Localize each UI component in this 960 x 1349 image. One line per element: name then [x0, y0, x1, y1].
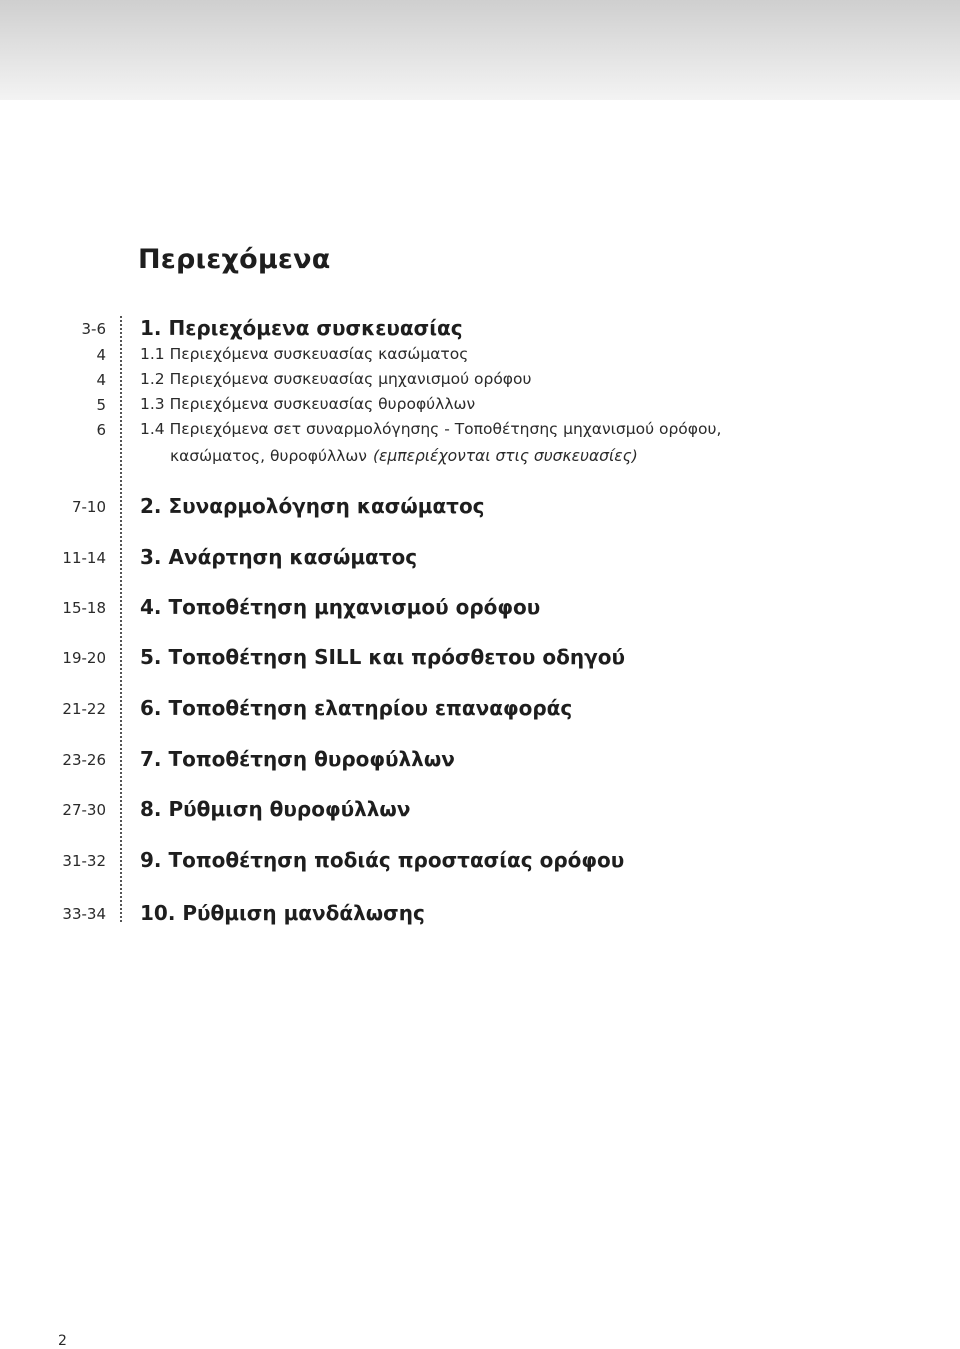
- toc-entry-1-4-continuation[interactable]: [170, 447, 638, 465]
- toc-page-ref-1-4: 6: [96, 421, 106, 439]
- toc-entry-3[interactable]: 3. Ανάρτηση κασώματος: [140, 545, 418, 569]
- toc-page-ref-1-2: 4: [96, 371, 106, 389]
- toc-entry-6[interactable]: 6. Τοποθέτηση ελατηρίου επαναφοράς: [140, 696, 573, 720]
- toc-page-ref-8: 27-30: [62, 801, 106, 819]
- toc-entry-1-1[interactable]: 1.1 Περιεχόμενα συσκευασίας κασώματος: [140, 345, 469, 363]
- toc-entry-5[interactable]: 5. Τοποθέτηση SILL και πρόσθετου οδηγού: [140, 645, 625, 669]
- toc-entry-9[interactable]: 9. Τοποθέτηση ποδιάς προστασίας ορόφου: [140, 848, 625, 872]
- toc-entry-1-3[interactable]: 1.3 Περιεχόμενα συσκευασίας θυροφύλλων: [140, 395, 476, 413]
- toc-page-ref-1: 3-6: [81, 320, 106, 338]
- toc-entry-1-4-continuation-text: κασώματος, θυροφύλλων: [170, 447, 367, 465]
- page-title: Περιεχόμενα: [138, 244, 331, 275]
- toc-page-ref-2: 7-10: [71, 498, 106, 516]
- toc-entry-1-2[interactable]: 1.2 Περιεχόμενα συσκευασίας μηχανισμού ορόφου: [140, 370, 532, 388]
- toc-page-ref-10: 33-34: [62, 905, 106, 923]
- toc-page-ref-4: 15-18: [62, 599, 106, 617]
- toc-entry-1[interactable]: 1. Περιεχόμενα συσκευασίας: [140, 316, 463, 340]
- toc-entry-1-4[interactable]: 1.4 Περιεχόμενα σετ συναρμολόγησης - Τοποθέτησης μηχανισμού ορόφου,: [140, 420, 722, 438]
- toc-page-ref-9: 31-32: [62, 852, 106, 870]
- toc-entry-4[interactable]: 4. Τοποθέτηση μηχανισμού ορόφου: [140, 595, 541, 619]
- toc-page-ref-3: 11-14: [62, 549, 106, 567]
- page-number: 2: [58, 1333, 67, 1349]
- toc-page-ref-6: 21-22: [62, 700, 106, 718]
- toc-page-ref-1-1: 4: [96, 346, 106, 364]
- dotted-divider: [120, 316, 122, 922]
- header-band: [0, 0, 960, 100]
- toc-entry-2[interactable]: 2. Συναρμολόγηση κασώματος: [140, 494, 485, 518]
- toc-page-ref-7: 23-26: [62, 751, 106, 769]
- toc-entry-8[interactable]: 8. Ρύθμιση θυροφύλλων: [140, 797, 411, 821]
- toc-page-ref-5: 19-20: [62, 649, 106, 667]
- toc-page-ref-1-3: 5: [96, 396, 106, 414]
- toc-entry-10[interactable]: 10. Ρύθμιση μανδάλωσης: [140, 901, 425, 925]
- toc-entry-1-4-note: (εμπεριέχονται στις συσκευασίες): [372, 447, 638, 465]
- toc-entry-7[interactable]: 7. Τοποθέτηση θυροφύλλων: [140, 747, 455, 771]
